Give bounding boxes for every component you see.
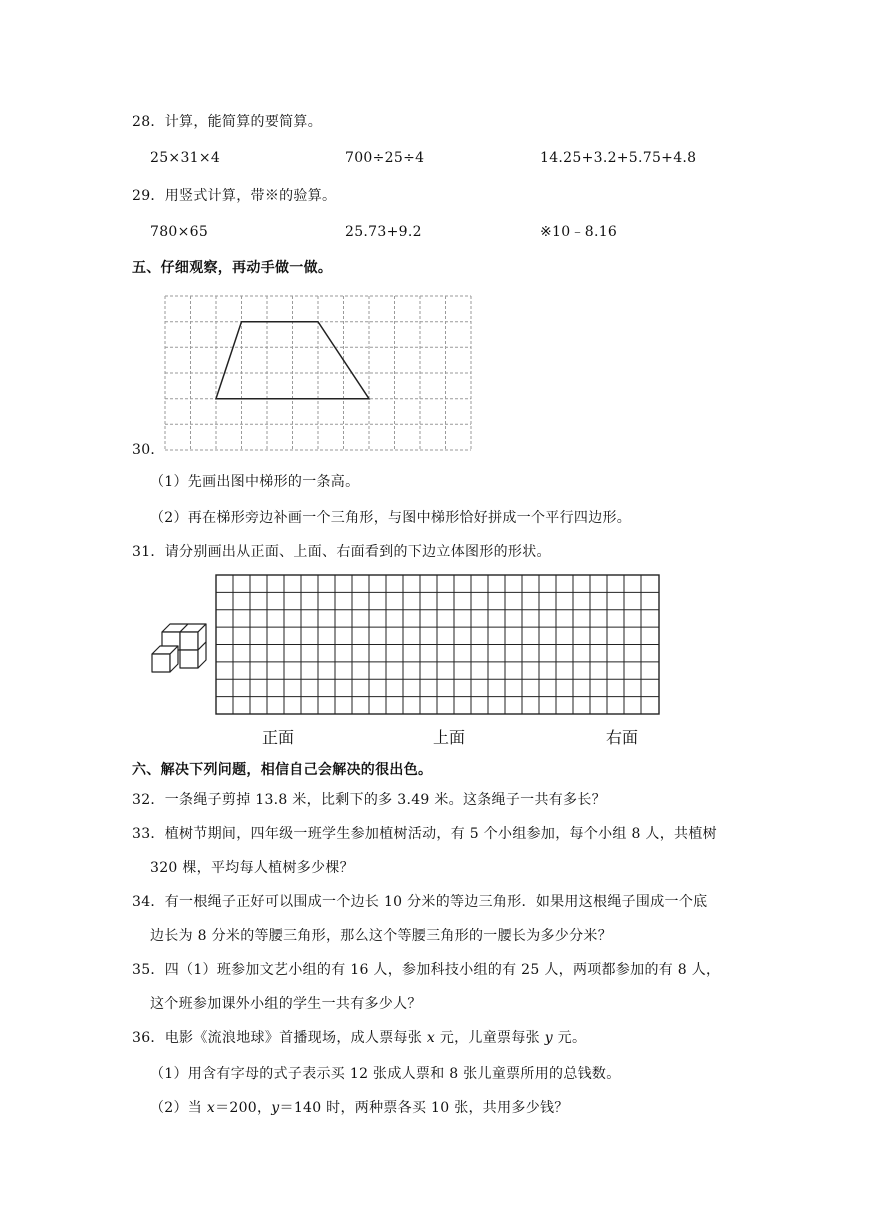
answer-grid [215, 574, 661, 716]
q36-p2-var-y: y [271, 1100, 280, 1116]
q34-line-1: 34．有一根绳子正好可以围成一个边长 10 分米的等边三角形．如果用这根绳子围成一个底 [132, 894, 708, 910]
q30-part-2: （2）再在梯形旁边补画一个三角形，与图中梯形恰好拼成一个平行四边形。 [150, 510, 632, 526]
q28-expr-1: 25×31×4 [150, 150, 221, 166]
q30-part-1: （1）先画出图中梯形的一条高。 [150, 474, 360, 490]
q28-title: 28．计算，能简算的要简算。 [132, 114, 323, 130]
q32-text: 32．一条绳子剪掉 13.8 米，比剩下的多 3.49 米。这条绳子一共有多长？ [132, 792, 606, 808]
q36-part-1: （1）用含有字母的式子表示买 12 张成人票和 8 张儿童票所用的总钱数。 [150, 1066, 621, 1082]
q29-expr-1: 780×65 [150, 224, 209, 240]
trapezoid-grid-figure [163, 294, 475, 452]
q36-p2-a: （2）当 [150, 1100, 207, 1116]
q36-text [132, 1028, 586, 1048]
q33-line-1: 33．植树节期间，四年级一班学生参加植树活动，有 5 个小组参加，每个小组 8 人，共植树 [132, 826, 717, 842]
q36-text-b: 元，儿童票每张 [435, 1030, 545, 1046]
q29-expr-3: ※10﹣8.16 [540, 224, 618, 240]
q36-p2-c: ＝140 时，两种票各买 10 张，共用多少钱？ [279, 1100, 569, 1116]
q36-text-a: 36．电影《流浪地球》首播现场，成人票每张 [132, 1030, 427, 1046]
q30-number: 30． [132, 442, 165, 458]
q36-var-y: y [544, 1030, 553, 1046]
q31-title: 31．请分别画出从正面、上面、右面看到的下边立体图形的形状。 [132, 544, 551, 560]
cube-stack-figure [148, 620, 210, 682]
q36-var-x: x [426, 1030, 436, 1046]
q29-expr-2: 25.73+9.2 [345, 224, 422, 240]
q35-line-1: 35．四（1）班参加文艺小组的有 16 人，参加科技小组的有 25 人，两项都参加的有 8 人， [132, 962, 721, 978]
q36-part-2 [150, 1098, 569, 1118]
q29-title: 29．用竖式计算，带※的验算。 [132, 188, 337, 204]
view-label-right: 右面 [606, 728, 639, 747]
q28-expr-2: 700÷25÷4 [345, 150, 425, 166]
view-label-front: 正面 [262, 728, 295, 747]
section-5-heading: 五、仔细观察，再动手做一做。 [132, 260, 333, 276]
q36-p2-var-x: x [206, 1100, 216, 1116]
q36-p2-b: ＝200， [215, 1100, 272, 1116]
q28-expr-3: 14.25+3.2+5.75+4.8 [540, 150, 697, 166]
q34-line-2: 边长为 8 分米的等腰三角形，那么这个等腰三角形的一腰长为多少分米？ [150, 928, 613, 944]
section-6-heading: 六、解决下列问题，相信自己会解决的很出色。 [132, 762, 433, 778]
q35-line-2: 这个班参加课外小组的学生一共有多少人？ [150, 996, 422, 1012]
q36-text-c: 元。 [552, 1030, 587, 1046]
q33-line-2: 320 棵，平均每人植树多少棵？ [150, 860, 354, 876]
view-label-top: 上面 [433, 728, 466, 747]
